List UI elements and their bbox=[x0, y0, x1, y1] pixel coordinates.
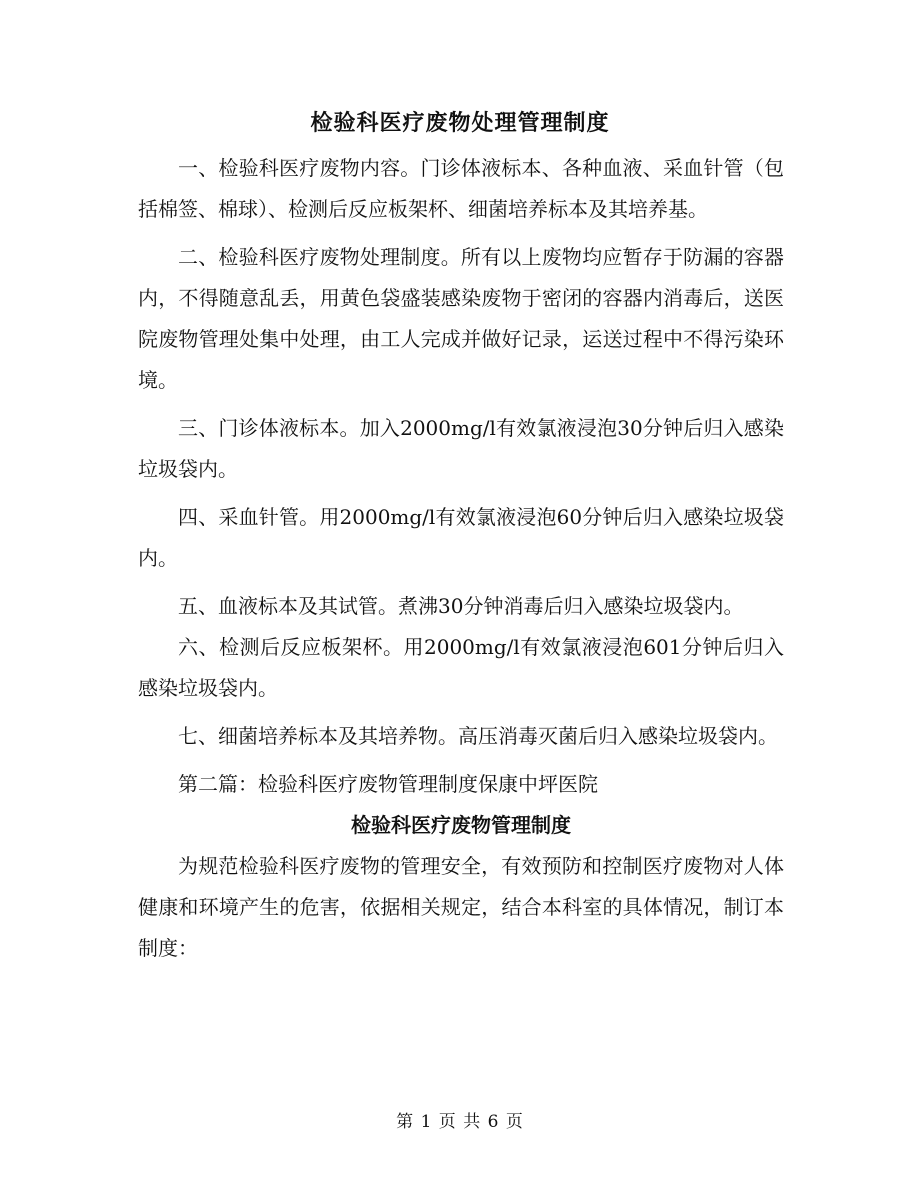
section-subtitle: 检验科医疗废物管理制度 bbox=[351, 813, 571, 837]
section-two-heading: 第二篇：检验科医疗废物管理制度保康中坪医院 bbox=[178, 772, 598, 796]
paragraph-3: 三、门诊体液标本。加入2000mg/l有效氯液浸泡30分钟后归入感染垃圾袋内。 bbox=[138, 416, 784, 481]
paragraph-2: 二、检验科医疗废物处理制度。所有以上废物均应暂存于防漏的容器内，不得随意乱丢，用黄色袋盛装感染废物于密闭的容器内消毒后，送医院废物管理处集中处理，由工人完成并做好记录，运送过程中不得污染环境。 bbox=[138, 245, 784, 392]
document-title: 检验科医疗废物处理管理制度 bbox=[310, 110, 610, 136]
paragraph-7: 七、细菌培养标本及其培养物。高压消毒灭菌后归入感染垃圾袋内。 bbox=[178, 724, 778, 748]
document-body bbox=[138, 148, 784, 969]
paragraph-1: 一、检验科医疗废物内容。门诊体液标本、各种血液、采血针管（包括棉签、棉球）、检测后反应板架杯、细菌培养标本及其培养基。 bbox=[138, 156, 784, 221]
intro-paragraph: 为规范检验科医疗废物的管理安全，有效预防和控制医疗废物对人体健康和环境产生的危害，依据相关规定，结合本科室的具体情况，制订本制度： bbox=[138, 854, 784, 960]
paragraph-5: 五、血液标本及其试管。煮沸30分钟消毒后归入感染垃圾袋内。 bbox=[178, 594, 744, 618]
paragraph-6: 六、检测后反应板架杯。用2000mg/l有效氯液浸泡601分钟后归入感染垃圾袋内。 bbox=[138, 635, 784, 700]
paragraph-4: 四、采血针管。用2000mg/l有效氯液浸泡60分钟后归入感染垃圾袋内。 bbox=[138, 505, 784, 570]
page-footer: 第 1 页 共 6 页 bbox=[396, 1112, 524, 1132]
